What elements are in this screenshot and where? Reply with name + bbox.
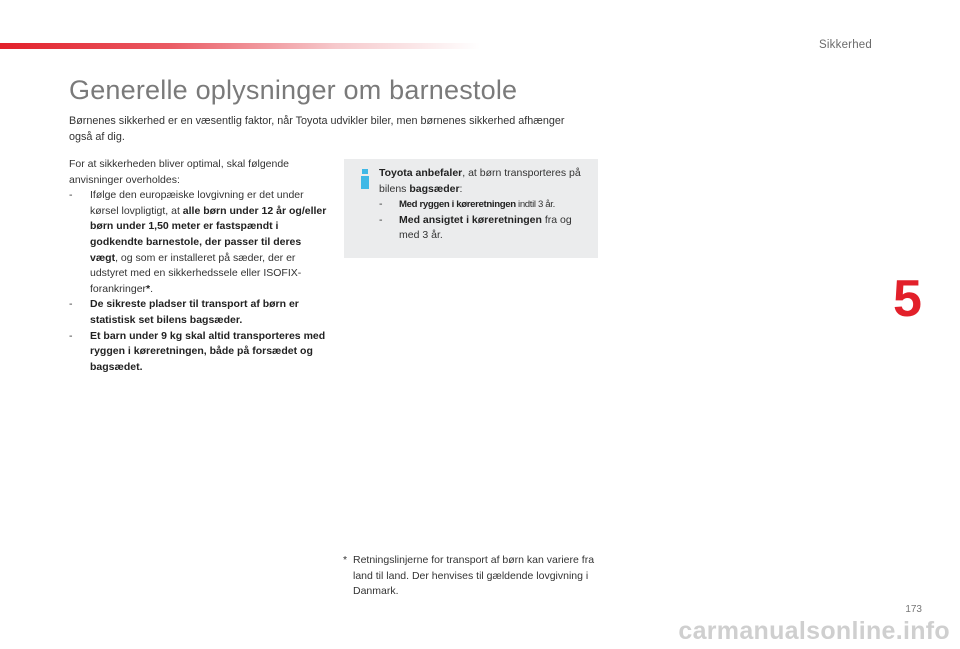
bullet-dash: - — [69, 329, 73, 342]
watermark: carmanualsonline.info — [678, 617, 950, 645]
page-title: Generelle oplysninger om barnestole — [69, 75, 518, 105]
forward-facing-age: fra og med 3 år. — [399, 213, 572, 242]
rear-facing-item — [399, 199, 555, 210]
chapter-number: 5 — [893, 270, 922, 328]
bullet-dash: - — [379, 198, 383, 211]
list-item — [69, 188, 327, 297]
list-item — [69, 329, 327, 376]
intro-paragraph: Børnenes sikkerhed er en væsentlig faktor, når Toyota udvikler biler, men børnenes sikkerhed afhænger også af dig. — [69, 115, 565, 143]
info-icon — [358, 169, 372, 191]
rear-facing-label: Med ryggen i køreretningen — [399, 199, 516, 211]
list-item — [379, 197, 594, 213]
bullet-text-end: . — [150, 282, 154, 295]
footnote-marker: * — [146, 282, 151, 295]
recommendation-body: , at børn transporteres på bilens — [379, 167, 581, 195]
recommendation-box — [344, 159, 598, 258]
section-label: Sikkerhed — [819, 39, 872, 51]
bullet-dash: - — [69, 189, 73, 202]
bullet-dash: - — [69, 298, 73, 311]
instructions-lead: For at sikkerheden bliver optimal, skal følgende anvisninger overholdes: — [69, 158, 290, 186]
bullet-bold-text: Et barn under 9 kg skal altid transporteres med ryggen i køreretningen, både på forsædet og bagsædet. — [90, 329, 326, 373]
brand-recommends: Toyota anbefaler — [379, 167, 463, 179]
list-item — [379, 213, 594, 244]
bullet-bold-text: alle børn under 12 år og/eller børn under 1,50 meter er fastspændt i godkendte barnestole, der passer til deres vægt — [90, 204, 327, 264]
bullet-bold-text: De sikreste pladser til transport af børn er statistisk set bilens bagsæder. — [90, 298, 299, 326]
list-item — [69, 297, 327, 328]
top-accent-bar — [0, 43, 480, 49]
rear-seats-label: bagsæder — [409, 182, 460, 195]
forward-facing-label: Med ansigtet i køreretningen — [399, 213, 542, 226]
bullet-dash: - — [379, 213, 383, 226]
footnote — [343, 553, 603, 600]
bullet-text-cont: , og som er installeret på sæder, der er udstyret med en sikkerhedssele eller ISOFIX-forankringer — [90, 251, 302, 295]
footnote-star: * — [343, 554, 348, 566]
recommendation-text — [379, 166, 594, 244]
safety-instructions — [69, 157, 327, 375]
footnote-text: Retningslinjerne for transport af børn kan variere fra land til land. Der henvises til gældende lovgivning i Danmark. — [353, 554, 595, 598]
recommendation-colon: : — [459, 182, 463, 195]
recommendation-lead — [379, 166, 594, 197]
rear-facing-age: indtil 3 år. — [515, 199, 555, 211]
bullet-text: Ifølge den europæiske lovgivning er det under kørsel lovpligtigt, at — [90, 189, 304, 217]
page-number: 173 — [905, 604, 922, 615]
